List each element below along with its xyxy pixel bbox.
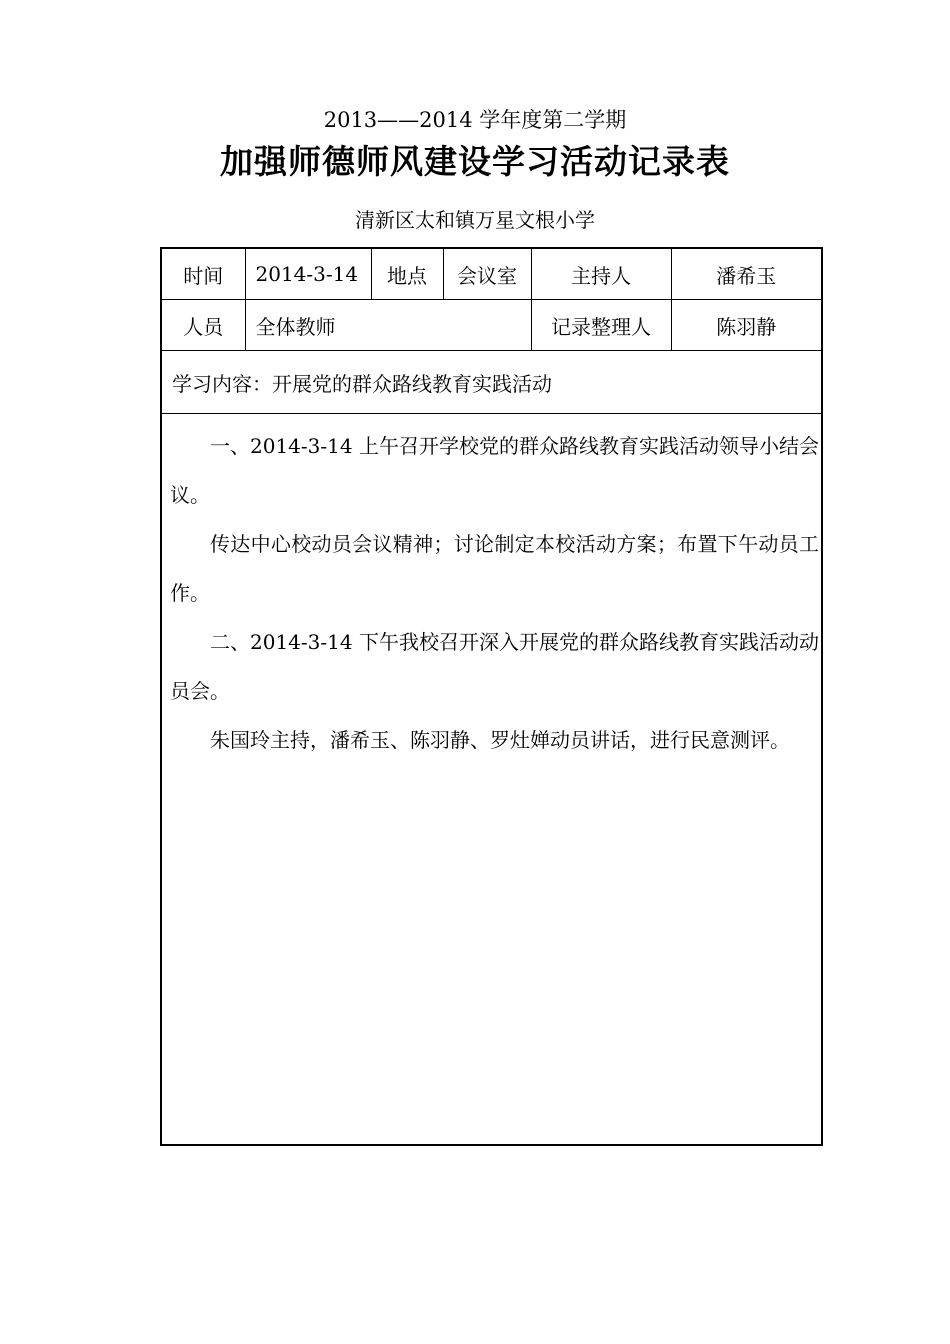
table-row-content bbox=[161, 414, 822, 1146]
activity-record-table bbox=[160, 247, 823, 1146]
host-label: 主持人 bbox=[531, 248, 671, 300]
people-value: 全体教师 bbox=[245, 300, 531, 351]
host-value: 潘希玉 bbox=[671, 248, 822, 300]
term-subtitle: 2013——2014 学年度第二学期 bbox=[323, 108, 627, 132]
study-topic: 学习内容：开展党的群众路线教育实践活动 bbox=[161, 351, 822, 414]
time-value: 2014-3-14 bbox=[245, 248, 371, 300]
people-label: 人员 bbox=[161, 300, 245, 351]
content-paragraph-3: 二、2014-3-14 下午我校召开深入开展党的群众路线教育实践活动动员会。 bbox=[170, 630, 819, 703]
table-row-people bbox=[161, 300, 822, 351]
table-row-time bbox=[161, 248, 822, 300]
time-label: 时间 bbox=[161, 248, 245, 300]
table-row-topic bbox=[161, 351, 822, 414]
content-paragraph-1: 一、2014-3-14 上午召开学校党的群众路线教育实践活动领导小结会议。 bbox=[170, 434, 819, 507]
content-paragraph-4: 朱国玲主持，潘希玉、陈羽静、罗灶婵动员讲话，进行民意测评。 bbox=[210, 728, 790, 752]
record-content bbox=[161, 414, 822, 1146]
place-value: 会议室 bbox=[443, 248, 531, 300]
recorder-label: 记录整理人 bbox=[531, 300, 671, 351]
content-paragraph-2: 传达中心校动员会议精神；讨论制定本校活动方案；布置下午动员工作。 bbox=[170, 532, 819, 605]
document-title: 加强师德师风建设学习活动记录表 bbox=[220, 142, 730, 181]
recorder-value: 陈羽静 bbox=[671, 300, 822, 351]
school-name: 清新区太和镇万星文根小学 bbox=[355, 208, 595, 232]
place-label: 地点 bbox=[371, 248, 443, 300]
